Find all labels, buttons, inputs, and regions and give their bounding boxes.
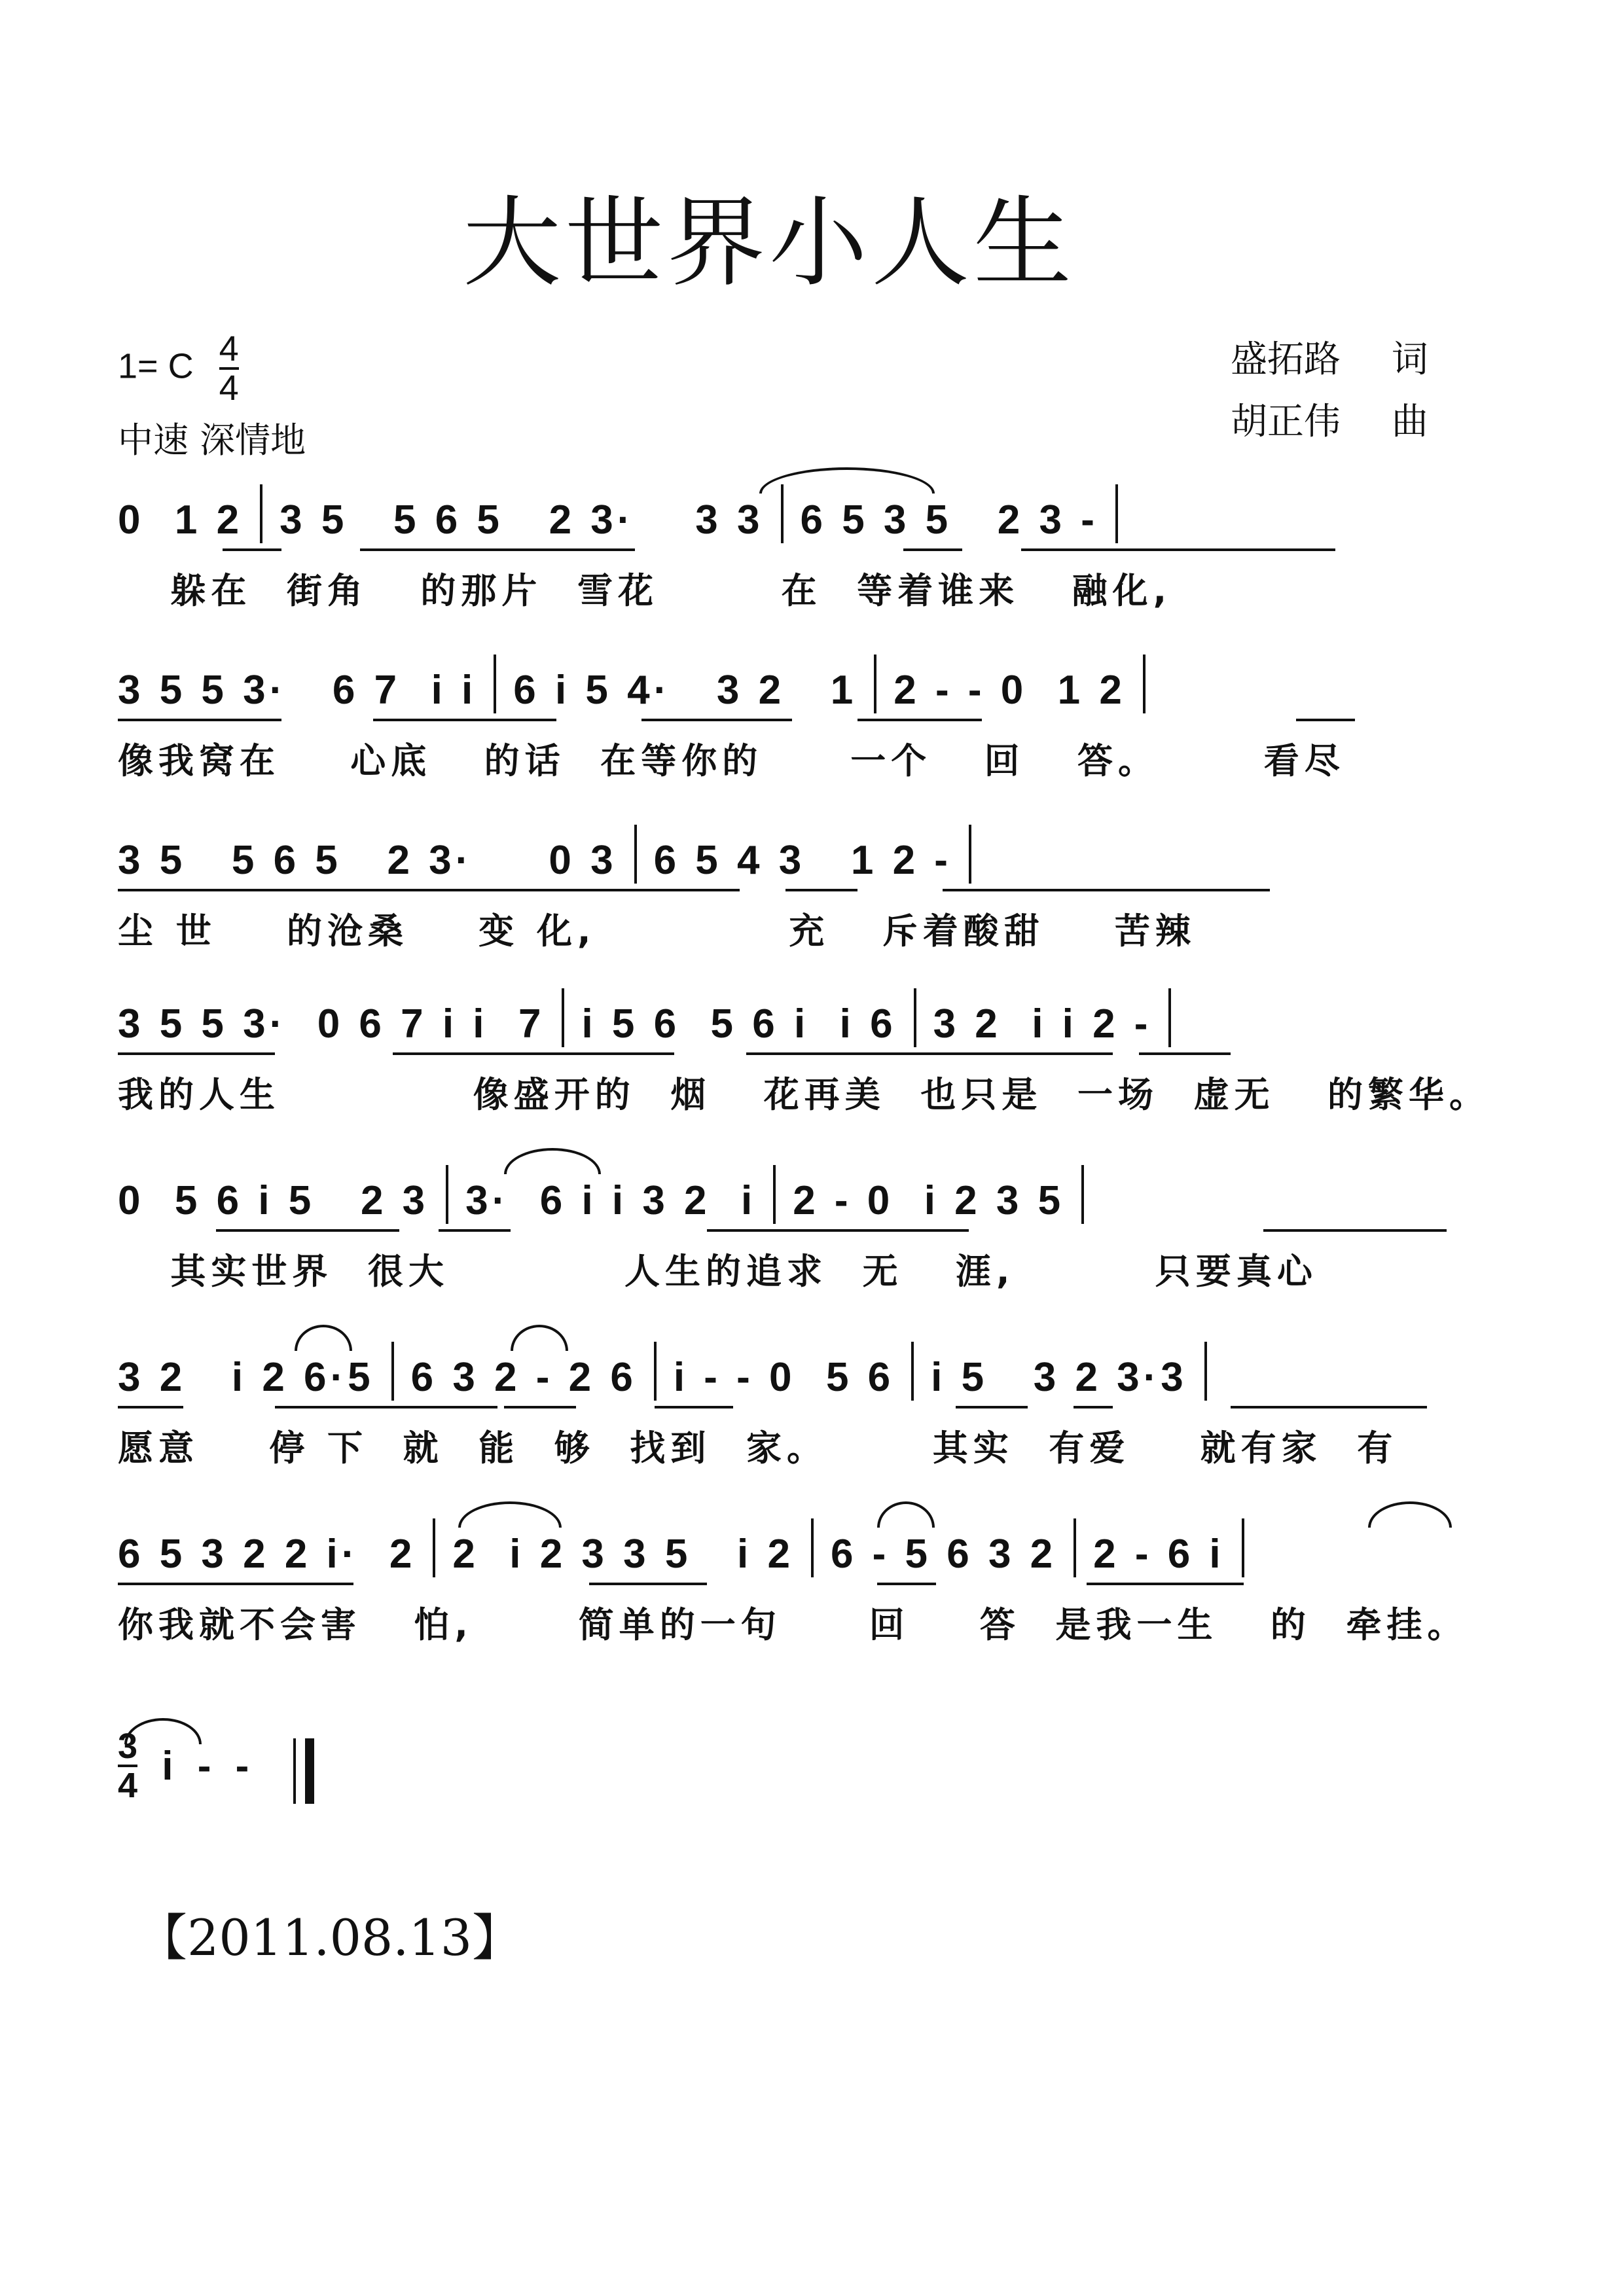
barline — [494, 655, 496, 713]
measure: 6 5 3 5 2 3 - — [800, 497, 1098, 543]
barline — [562, 988, 564, 1047]
measure: 0 5 6 i 5 2 3 — [118, 1178, 429, 1223]
beam-underline — [1074, 1406, 1113, 1408]
beam-underline — [360, 548, 635, 551]
composer-name: 胡正伟 — [1231, 401, 1341, 443]
barline — [446, 1165, 448, 1224]
measure: 6 3 2 - 2 6 — [410, 1355, 637, 1400]
measure: i 5 6 5 6 i i 6 — [581, 1001, 897, 1047]
beam-underline — [1021, 548, 1335, 551]
beam-underline — [1087, 1583, 1244, 1585]
date-stamp: 【2011.08.13】 — [137, 1909, 522, 1967]
time-signature — [219, 331, 239, 406]
page-title: 大世界小人生 — [462, 187, 1075, 300]
measure: 3· 6 i i 3 2 i — [465, 1178, 757, 1223]
measure: 3 5 5 6 5 2 3· 0 3 — [118, 838, 617, 883]
lyrics-line-4: 我的人生 像盛开的 烟 花再美 也只是 一场 虚无 的繁华。 — [118, 1074, 1490, 1115]
lyrics-line-5: 其实世界 很大 人生的追求 无 涯, 只要真心 — [118, 1251, 1318, 1292]
time-signature-top: 4 — [219, 329, 239, 368]
beam-underline — [903, 548, 962, 551]
barline — [1115, 484, 1118, 543]
barline — [1081, 1165, 1084, 1224]
beam-underline — [943, 889, 1270, 891]
beam-underline — [504, 1406, 576, 1408]
ending-notes: i - - — [162, 1743, 256, 1789]
ending-time-signature-bottom: 4 — [118, 1766, 138, 1805]
tempo-marking: 中速 深情地 — [118, 420, 306, 461]
measure: 6 5 3 2 2 i· 2 — [118, 1532, 416, 1577]
time-signature-bottom: 4 — [219, 368, 239, 408]
final-barline-thick — [305, 1738, 314, 1804]
beam-underline — [589, 1583, 707, 1585]
measure: i 5 3 2 3·3 — [931, 1355, 1187, 1400]
notes-line-4 — [118, 975, 1460, 1047]
measure: 0 1 2 — [118, 497, 244, 543]
notes-line-7 — [118, 1505, 1460, 1577]
beam-underline — [118, 719, 281, 721]
measure: 6 - 5 6 3 2 — [830, 1532, 1057, 1577]
barline — [260, 484, 262, 543]
beam-underline — [223, 548, 281, 551]
barline — [1143, 655, 1146, 713]
barline — [911, 1342, 914, 1401]
lyrics-line-3: 尘 世 的沧桑 变 化, 充 斥着酸甜 苦辣 — [118, 910, 1196, 952]
measure: 3 5 5 3· 6 7 i i — [118, 668, 477, 713]
beam-underline — [746, 1052, 1113, 1055]
beam-underline — [655, 1406, 733, 1408]
composer-role: 曲 — [1391, 401, 1428, 443]
lyrics-line-1: 躲在 街角 的那片 雪花 在 等着谁来 融化, — [118, 570, 1172, 611]
tie-mark — [124, 1718, 202, 1744]
composer-credit — [1231, 393, 1428, 445]
measure: i - - 0 5 6 — [673, 1355, 895, 1400]
key-label: 1= C — [118, 346, 194, 386]
beam-underline — [118, 889, 740, 891]
measure: 6 i 5 4· 3 2 1 — [513, 668, 857, 713]
barline — [634, 825, 637, 884]
beam-underline — [393, 1052, 674, 1055]
beam-underline — [877, 1583, 936, 1585]
beam-underline — [1139, 1052, 1231, 1055]
measure: 2 - 0 i 2 3 5 — [793, 1178, 1065, 1223]
beam-underline — [216, 1229, 399, 1232]
beam-underline — [439, 1229, 511, 1232]
lyrics-line-6: 愿意 停 下 就 能 够 找到 家。 其实 有爱 就有家 有 — [118, 1427, 1398, 1469]
beam-underline — [373, 719, 556, 721]
beam-underline — [118, 1583, 353, 1585]
barline — [914, 988, 916, 1047]
beam-underline — [857, 719, 982, 721]
lyrics-line-2: 像我窝在 心底 的话 在等你的 一个 回 答。 看尽 — [118, 740, 1345, 781]
measure: 3 5 5 3· 0 6 7 i i 7 — [118, 1001, 545, 1047]
barline — [654, 1342, 657, 1401]
barline — [1204, 1342, 1207, 1401]
beam-underline — [1296, 719, 1355, 721]
lyricist-role: 词 — [1391, 338, 1428, 381]
beam-underline — [707, 1229, 969, 1232]
beam-underline — [275, 1406, 497, 1408]
lyrics-line-7: 你我就不会害 怕, 简单的一句 回 答 是我一生 的 牵挂。 — [118, 1604, 1468, 1645]
lyricist-name: 盛拓路 — [1231, 338, 1341, 381]
measure: 3 5 5 6 5 2 3· 3 3 — [280, 497, 764, 543]
barline — [1242, 1518, 1244, 1577]
lyricist-credit — [1231, 331, 1428, 383]
beam-underline — [956, 1406, 1028, 1408]
beam-underline — [641, 719, 792, 721]
measure: 2 i 2 3 3 5 i 2 — [452, 1532, 794, 1577]
final-barline-thin — [293, 1738, 296, 1804]
notes-line-3 — [118, 812, 1460, 884]
measure: 3 2 i 2 6·5 — [118, 1355, 374, 1400]
measure: 2 - - 0 1 2 — [893, 668, 1126, 713]
beam-underline — [785, 889, 857, 891]
barline — [433, 1518, 435, 1577]
barline — [773, 1165, 776, 1224]
barline — [811, 1518, 814, 1577]
barline — [874, 655, 876, 713]
measure: 3 2 i i 2 - — [933, 1001, 1152, 1047]
barline — [1074, 1518, 1076, 1577]
barline — [391, 1342, 394, 1401]
measure: 2 - 6 i — [1093, 1532, 1225, 1577]
measure: 6 5 4 3 1 2 - — [653, 838, 952, 883]
ending-time-signature-top: 3 — [118, 1727, 138, 1766]
barline — [1168, 988, 1171, 1047]
key-signature — [118, 331, 239, 406]
beam-underline — [118, 1052, 275, 1055]
beam-underline — [118, 1406, 183, 1408]
notes-line-2 — [118, 641, 1460, 713]
notes-line-5 — [118, 1152, 1460, 1224]
beam-underline — [1231, 1406, 1427, 1408]
barline — [969, 825, 971, 884]
beam-underline — [1263, 1229, 1447, 1232]
